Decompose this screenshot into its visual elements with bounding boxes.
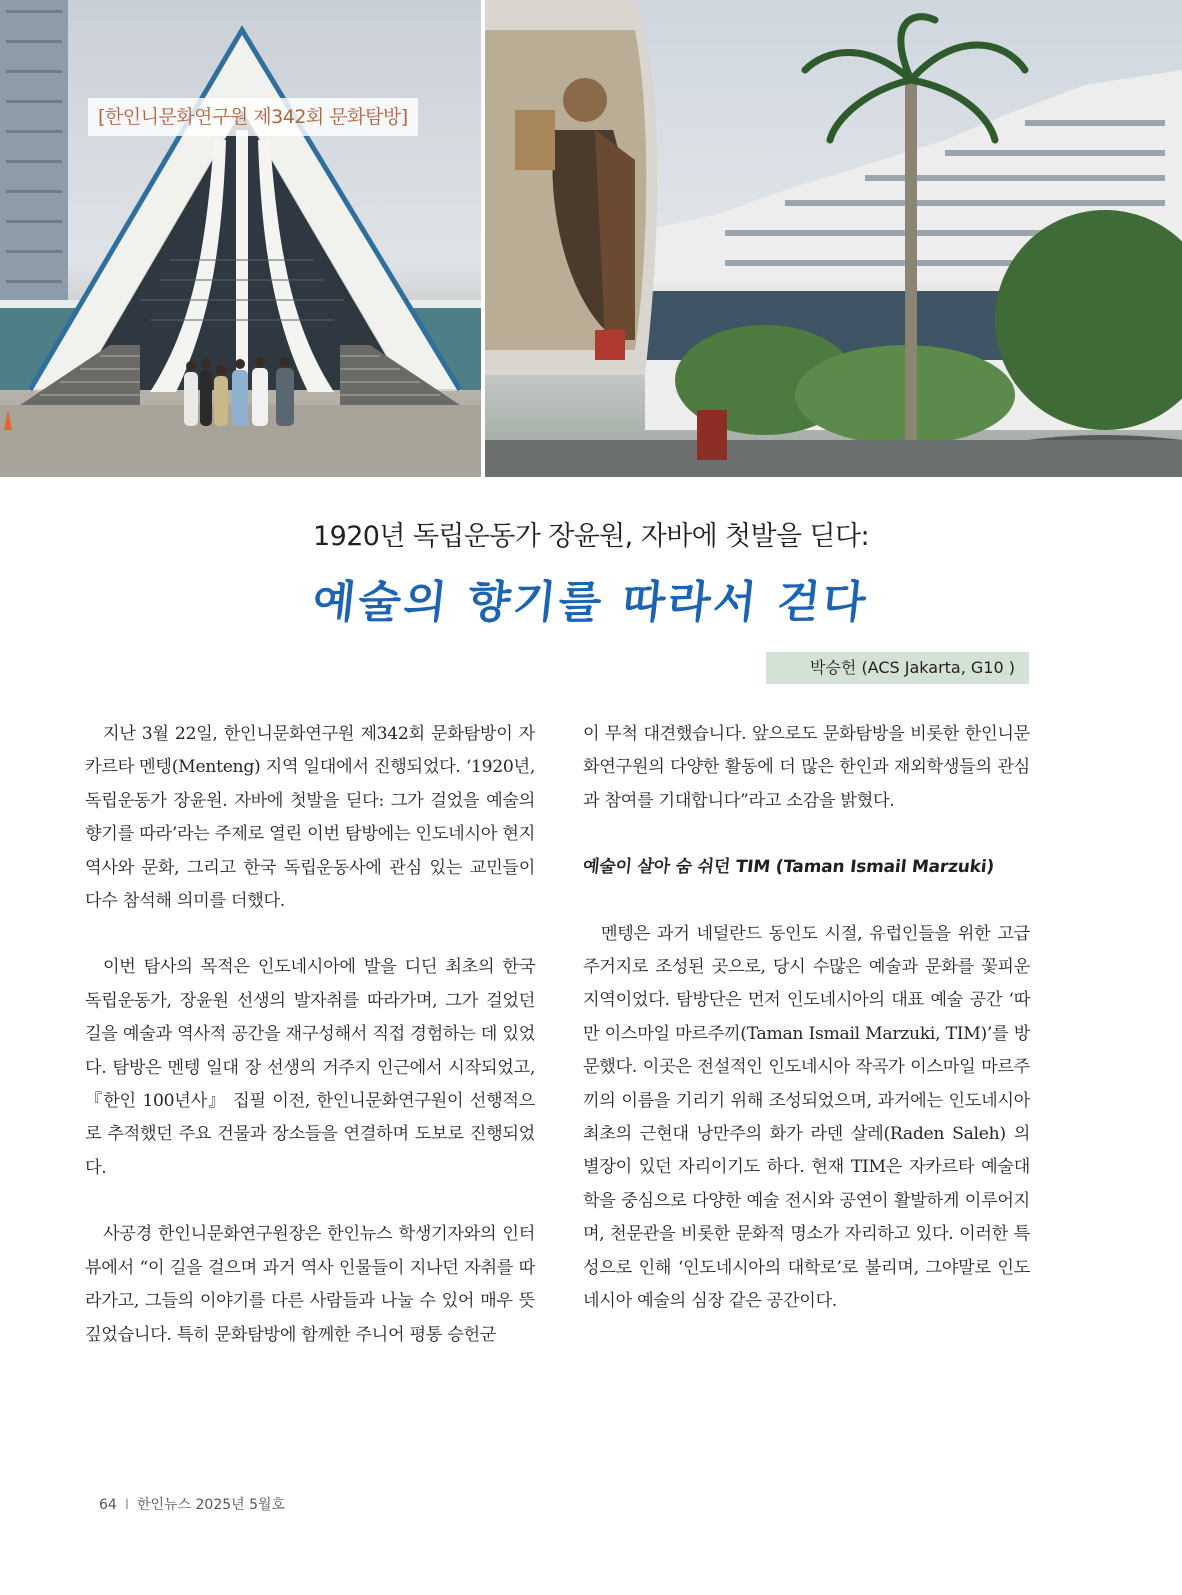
page-footer [99,1494,285,1514]
article-column-left [85,718,535,1385]
article-column-right [583,718,1030,1352]
photo-group-building [0,0,481,477]
paragraph-3: 사공경 한인니문화연구원장은 한인뉴스 학생기자와의 인터뷰에서 “이 길을 걸으며 과거 역사 인물들이 지나던 자취를 따라가고, 그들의 이야기를 다른 사람들과 나눌 수 있어 매우 뜻깊었습니다. 특히 문화탐방에 함께한 주니어 평통 승헌군 [85,1224,535,1345]
mural-illustration [485,0,1182,477]
photo-mural-building [485,0,1182,477]
paragraph-3-continuation: 이 무척 대견했습니다. 앞으로도 문화탐방을 비롯한 한인니문화연구원의 다양한 활동에 더 많은 한인과 재외학생들의 관심과 참여를 기대합니다”라고 소감을 밝혔다. [583,724,1030,811]
paragraph-1: 지난 3월 22일, 한인니문화연구원 제342회 문화탐방이 자카르타 멘텡(Menteng) 지역 일대에서 진행되었다. ‘1920년, 독립운동가 장윤원. 자바에 첫발을 딛다: 그가 걸었을 예술의 향기를 따라’라는 주제로 열린 이번 탐방에는 인도네시아 현지 역사와 문화, 그리고 한국 독립운동사에 관심 있는 교민들이 다수 참석해 의미를 더했다. [85,724,535,912]
footer-separator: I [124,1497,129,1513]
publication-name: 한인뉴스 2025년 5월호 [136,1497,286,1513]
page-number: 64 [99,1497,117,1513]
building-illustration [0,0,481,477]
photo-strip [0,0,1182,477]
author-byline: 박승헌 (ACS Jakarta, G10 ) [766,652,1029,684]
series-tag: [한인니문화연구원 제342회 문화탐방] [88,98,418,136]
section-heading: 예술이 살아 숨 쉬던 TIM (Taman Ismail Marzuki) [582,857,996,878]
paragraph-4: 멘텡은 과거 네덜란드 동인도 시절, 유럽인들을 위한 고급 주거지로 조성된 곳으로, 당시 수많은 예술과 문화를 꽃피운 지역이었다. 탐방단은 먼저 인도네시아의 대표 예술 공간 ‘따만 이스마일 마르주끼(Taman Ismail Marzuki, TIM)’를 방문했다. 이곳은 전설적인 인도네시아 작곡가 이스마일 마르주끼의 이름을 기리기 위해 조성되었으며, 과거에는 인도네시아 최초의 근현대 낭만주의 화가 라덴 살레(Raden Saleh) 의 별장이 있던 자리이기도 하다. 현재 TIM은 자카르타 예술대학을 중심으로 다양한 예술 전시와 공연이 활발하게 이루어지며, 천문관을 비롯한 문화적 명소가 자리하고 있다. 이러한 특성으로 인해 ‘인도네시아의 대학로’로 불리며, 그야말로 인도네시아 예술의 심장 같은 공간이다. [583,923,1030,1312]
article-subtitle: 1920년 독립운동가 장윤원, 자바에 첫발을 딛다: [313,521,869,552]
paragraph-2: 이번 탐사의 목적은 인도네시아에 발을 디딘 최초의 한국 독립운동가, 장윤원 선생의 발자취를 따라가며, 그가 걸었던 길을 예술과 역사적 공간을 재구성해서 직접 경험하는 데 있었다. 탐방은 멘텡 일대 장 선생의 거주지 인근에서 시작되었고, 『한인 100년사』 집필 이전, 한인니문화연구원이 선행적으로 추적했던 주요 건물과 장소들을 연결하며 도보로 진행되었다. [85,957,535,1178]
article-title: 예술의 향기를 따라서 걷다 [310,577,871,628]
